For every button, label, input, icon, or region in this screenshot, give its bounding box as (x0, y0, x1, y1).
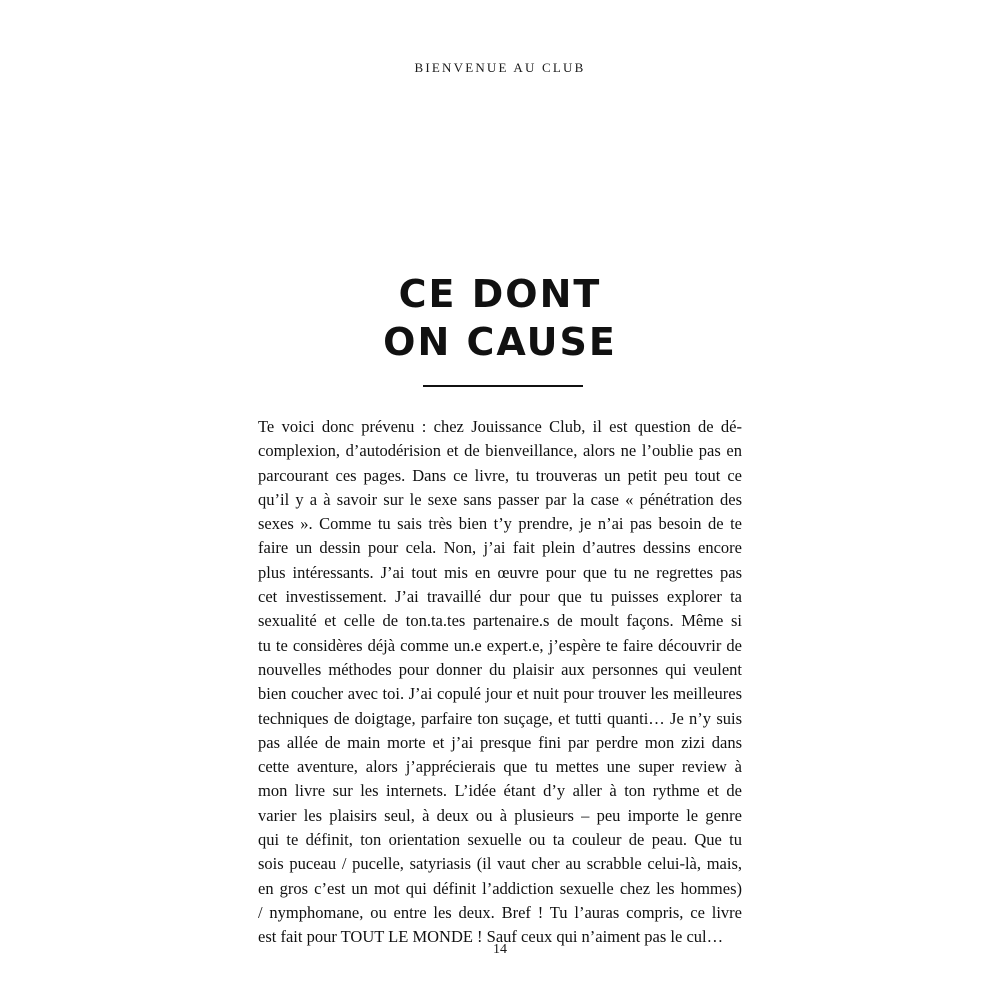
body-line: bien coucher avec toi. J’ai copulé jour et nuit pour trouver les meilleures (258, 684, 742, 704)
body-line: / nymphomane, ou entre les deux. Bref ! Tu l’auras compris, ce livre (258, 902, 742, 922)
body-line: complexion, d’autodérision et de bienveillance, alors ne l’oublie pas en (258, 441, 742, 461)
body-line: qui te définit, ton orientation sexuelle ou ta couleur de peau. Que tu (258, 830, 742, 850)
body-line: sexualité et celle de ton.ta.tes partenaire.s de moult façons. Même si (258, 611, 742, 631)
body-line: est fait pour TOUT LE MONDE ! Sauf ceux qui n’aiment pas le cul… (258, 927, 724, 947)
body-line: varier les plaisirs seul, à deux ou à plusieurs – peu importe le genre (258, 805, 742, 825)
body-line: tu te considères déjà comme un.e expert.e, j’espère te faire découvrir de (258, 635, 742, 655)
chapter-title-line-1: CE DONT (398, 272, 602, 316)
title-divider-rule (423, 385, 583, 387)
page-number: 14 (493, 942, 507, 957)
body-line: sexes ». Comme tu sais très bien t’y prendre, je n’ai pas besoin de te (258, 514, 742, 534)
body-line: cet investissement. J’ai travaillé dur pour que tu puisses explorer ta (258, 587, 742, 607)
body-line: pas allée de main morte et j’ai presque fini par perdre mon zizi dans (258, 732, 742, 752)
running-head: BIENVENUE AU CLUB (414, 60, 586, 75)
chapter-title (0, 270, 1000, 366)
body-line: plus intéressants. J’ai tout mis en œuvre pour que tu ne regrettes pas (258, 562, 742, 582)
body-line: sois puceau / pucelle, satyriasis (il vaut cher au scrabble celui-là, mais, (258, 854, 742, 874)
body-line: en gros c’est un mot qui définit l’addiction sexuelle chez les hommes) (258, 878, 742, 898)
body-line: mon livre sur les internets. L’idée étant d’y aller à ton rythme et de (258, 781, 742, 801)
body-line: cette aventure, alors j’apprécierais que tu mettes une super review à (258, 757, 742, 777)
body-line: Te voici donc prévenu : chez Jouissance Club, il est question de dé- (258, 417, 742, 436)
body-line: parcourant ces pages. Dans ce livre, tu trouveras un petit peu tout ce (258, 465, 742, 485)
body-line: qu’il y a à savoir sur le sexe sans passer par la case « pénétration des (258, 489, 742, 509)
body-line: nouvelles méthodes pour donner du plaisir aux personnes qui veulent (258, 659, 742, 679)
chapter-title-line-2: ON CAUSE (383, 320, 617, 364)
body-line: techniques de doigtage, parfaire ton suçage, et tutti quanti… Je n’y suis (258, 708, 742, 728)
body-line: faire un dessin pour cela. Non, j’ai fait plein d’autres dessins encore (258, 538, 742, 558)
body-paragraph (258, 415, 742, 950)
